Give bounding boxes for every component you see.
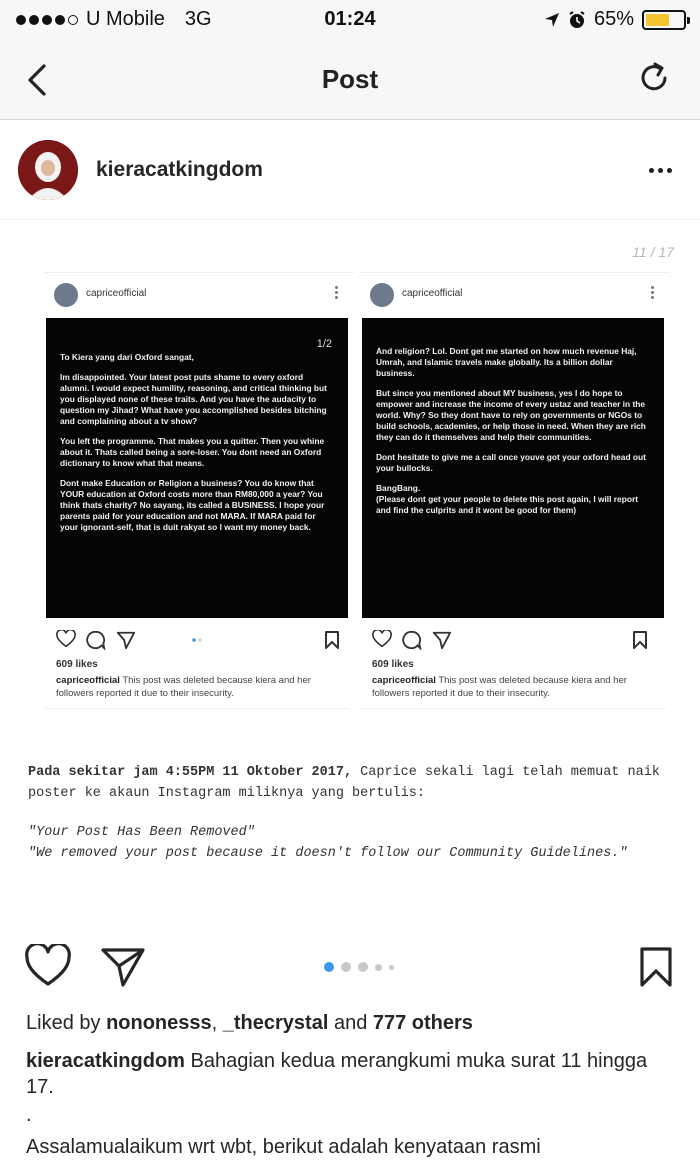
embedded-post-header	[44, 272, 354, 318]
embedded-post-card	[44, 272, 354, 712]
embedded-post-header	[360, 272, 670, 318]
refresh-icon[interactable]	[634, 58, 674, 98]
image-quote-1: "Your Post Has Been Removed"	[28, 825, 255, 840]
status-bar	[0, 0, 700, 40]
bookmark-icon	[324, 630, 340, 650]
liked-user-link[interactable]: _thecrystal	[222, 1012, 329, 1034]
liked-user-link[interactable]: nononesss	[106, 1012, 212, 1034]
battery-percent: 65%	[593, 8, 634, 30]
caption-username[interactable]: kieracatkingdom	[26, 1050, 185, 1072]
image-body-bold: Pada sekitar jam 4:55PM 11 Oktober 2017,	[28, 765, 353, 780]
embedded-paragraph: Im disappointed. Your latest post puts shame to every oxford alumni. I would expect humility, reasoning, and critical thinking but you displayed none of these traits. And you have the audacity to question my Jihad? What have you accomplished besides bitching and complaining about a tv show?	[60, 372, 327, 426]
carousel-dot-active	[324, 962, 334, 972]
embedded-more-icon	[335, 286, 338, 299]
heart-icon	[372, 630, 392, 648]
share-icon	[432, 630, 452, 650]
embedded-caption	[56, 674, 346, 700]
page-counter: 11 / 17	[632, 244, 674, 260]
embedded-paragraph: You left the programme. That makes you a quitter. Then you whine about it. Thats called being a sore-loser. You dont need an Oxford dictionary to know what that means.	[60, 436, 325, 468]
image-body-text	[28, 762, 678, 804]
avatar-person-icon	[18, 140, 78, 200]
bookmark-icon	[632, 630, 648, 650]
heart-icon	[56, 630, 76, 648]
carrier-name: U Mobile	[86, 8, 165, 30]
embedded-paragraph: Dont hesitate to give me a call once youve got your oxford head out your bullocks.	[376, 452, 646, 473]
post-actions	[0, 940, 700, 1000]
more-options-icon[interactable]	[649, 168, 672, 173]
caption-line-dot: .	[26, 1104, 32, 1126]
comment-icon	[86, 630, 106, 650]
carousel-dot	[341, 962, 351, 972]
nav-bar	[0, 40, 700, 120]
liked-by-prefix: Liked by	[26, 1012, 107, 1034]
location-arrow-icon	[544, 12, 560, 28]
embedded-caption-text: This post was deleted because kiera and her followers reported it due to their insecurity.	[372, 675, 627, 699]
bookmark-icon[interactable]	[638, 946, 674, 988]
liked-separator: ,	[211, 1012, 223, 1034]
alarm-icon	[568, 11, 586, 29]
embedded-username: capriceofficial	[86, 288, 147, 299]
image-body-rest: Caprice sekali lagi telah memuat naik poster ke akaun Instagram miliknya yang bertulis:	[28, 765, 660, 801]
embedded-caption	[372, 674, 662, 700]
avatar[interactable]	[18, 140, 78, 200]
carousel-dots-icon	[192, 638, 208, 642]
embedded-caption-user: capriceofficial	[56, 675, 120, 686]
caption-next-line: Assalamualaikum wrt wbt, berikut adalah kenyataan rasmi	[26, 1136, 541, 1158]
embedded-username: capriceofficial	[402, 288, 463, 299]
embedded-paragraph: Dont make Education or Religion a business? You do know that YOUR education at Oxford costs more than RM80,000 a year? You think thats charity? No sayang, its called a BUSINESS. I hope your parents paid for your education and not MARA. If MARA paid for your ignorant-self, that is duit rakyat so I want my money back.	[60, 478, 325, 532]
embedded-likes: 609 likes	[56, 659, 98, 670]
post-caption	[26, 1048, 676, 1100]
embedded-page-marker: 1/2	[316, 338, 332, 350]
divider	[44, 708, 350, 709]
heart-icon[interactable]	[24, 944, 72, 988]
status-time: 01:24	[324, 8, 376, 30]
share-icon	[116, 630, 136, 650]
caption-text: Bahagian kedua merangkumi muka surat 11 hingga 17.	[26, 1050, 648, 1098]
share-icon[interactable]	[100, 946, 146, 988]
network-type: 3G	[184, 8, 212, 30]
embedded-likes: 609 likes	[372, 659, 414, 670]
divider	[360, 708, 666, 709]
liked-by-text	[26, 1012, 473, 1035]
post-image	[0, 222, 700, 940]
post-header	[0, 120, 700, 220]
post-username[interactable]: kieracatkingdom	[96, 158, 263, 181]
liked-and: and	[328, 1012, 373, 1034]
embedded-paragraph: But since you mentioned about MY business, yes I do hope to empower and increase the income of every ustaz and teacher in the world. Why? So they dont have to rely on governments or NGOs to build schools, academies, or help those in need. When they are rich they can do it themselves and help their communities.	[376, 388, 646, 442]
battery-fill	[646, 14, 669, 26]
status-right	[544, 8, 686, 31]
liked-others-link[interactable]: 777 others	[372, 1012, 473, 1034]
embedded-post-card	[360, 272, 670, 712]
embedded-paragraph: And religion? Lol. Dont get me started on how much revenue Haj, Umrah, and Islamic travels make globally. Its a billion dollar business.	[376, 346, 637, 378]
embedded-more-icon	[651, 286, 654, 299]
image-quote-text	[28, 822, 678, 864]
page-title: Post	[321, 64, 379, 94]
embedded-caption-user: capriceofficial	[372, 675, 436, 686]
carousel-dot	[389, 965, 394, 970]
embedded-avatar	[54, 283, 78, 307]
embedded-avatar	[370, 283, 394, 307]
embedded-caption-text: This post was deleted because kiera and her followers reported it due to their insecurity.	[56, 675, 311, 699]
embedded-post-text	[362, 318, 664, 618]
comment-icon	[402, 630, 422, 650]
battery-icon	[642, 10, 686, 30]
embedded-actions	[370, 628, 662, 652]
embedded-post-text	[46, 318, 348, 618]
embedded-actions	[54, 628, 346, 652]
carousel-dot	[358, 962, 368, 972]
embedded-paragraph: To Kiera yang dari Oxford sangat,	[60, 352, 194, 362]
image-quote-2: "We removed your post because it doesn't follow our Community Guidelines."	[28, 846, 628, 861]
carousel-dot	[375, 964, 382, 971]
carousel-indicator	[324, 962, 394, 972]
embedded-paragraph: BangBang. (Please dont get your people to delete this post again, I will report and find the culprits and it wont be good for them)	[376, 483, 638, 515]
